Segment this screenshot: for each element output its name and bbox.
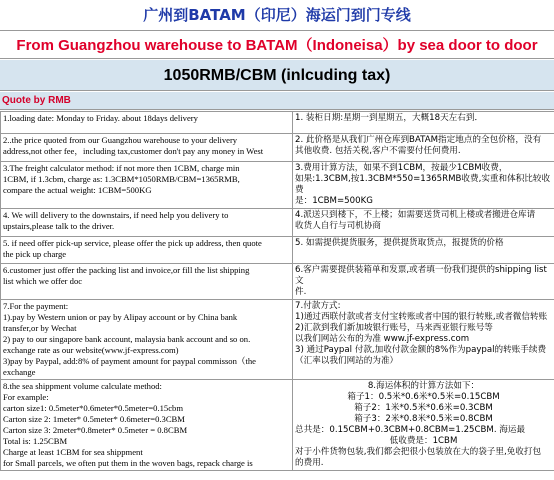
term-english	[1, 162, 293, 209]
text-line: 3.费用计算方法，如果不到1CBM，按最少1CBM收费，	[295, 163, 508, 173]
text-line: 箱子2：1米*0.5米*0.6米=0.3CBM	[354, 403, 493, 413]
text-line: compare the actual weight: 1CBM=500KG	[3, 185, 152, 195]
text-line: 2)汇款到我们新加坡银行账号，马来西亚银行账号等	[295, 323, 493, 333]
term-chinese	[293, 134, 554, 162]
text-line: 箱子1：0.5米*0.6米*0.5米=0.15CBM	[347, 392, 500, 402]
text-line: 8.海运体积的计算方法如下：	[367, 381, 480, 391]
terms-table	[0, 111, 554, 471]
text-line: 3) 通过Paypal 付款,加收付款金额的8%作为paypal的转账手续费	[295, 345, 547, 355]
text-line: 以我们网站公布的为准 www.jf-express.com	[295, 334, 470, 344]
text-line: address,not other fee，including tax,customer don't pay any money in West	[3, 146, 264, 156]
text-line: 7.付款方式:	[295, 301, 341, 311]
text-line: Charge at least 1CBM for sea shippment	[3, 447, 143, 457]
text-line: 2) pay to our singapore bank account, malaysia bank account and so on.	[3, 334, 251, 344]
text-line: 收货人自行与司机协商	[295, 221, 381, 231]
price-banner: 1050RMB/CBM (inlcuding tax)	[0, 60, 554, 91]
text-line: 7.For the payment:	[3, 301, 69, 311]
term-chinese	[293, 300, 554, 380]
text-line: exchange	[3, 367, 36, 377]
text-line: 1)通过西联付款或者支付宝转账或者中国的银行转账,或者微信转账	[295, 312, 548, 322]
text-line: transfer,or by Wechat	[3, 323, 77, 333]
table-row	[1, 209, 554, 237]
text-line: 如果:1.3CBM,按1.3CBM*550=1365RMB收费,实重和体积比较收费	[295, 174, 551, 195]
term-chinese	[293, 209, 554, 237]
text-line: Total is: 1.25CBM	[3, 436, 68, 446]
table-row	[1, 112, 554, 134]
quote-label: Quote by RMB	[0, 92, 554, 110]
text-line: list which we offer doc	[3, 276, 83, 286]
text-line: 4.派送只到楼下，不上楼；如需要送货司机上楼或者搬进仓库请	[295, 210, 536, 220]
table-row	[1, 237, 554, 264]
term-chinese	[293, 237, 554, 264]
text-line: 6.customer just offer the packing list and invoice,or fill the list shipping	[3, 265, 250, 275]
text-line: 1).pay by Western union or pay by Alipay account or by China bank	[3, 312, 238, 322]
term-chinese	[293, 112, 554, 134]
text-line: Carton size 2: 1meter* 0.5meter* 0.6meter=0.3CBM	[3, 414, 185, 424]
table-row	[1, 300, 554, 380]
term-english	[1, 112, 293, 134]
text-line: 的费用.	[295, 458, 324, 468]
term-english	[1, 380, 293, 471]
text-line: 其他收费. 包括关税,客户不需要付任何费用.	[295, 146, 461, 156]
table-row	[1, 134, 554, 162]
term-english	[1, 264, 293, 300]
text-line: 3.The freight calculator method: if not more then 1CBM, charge min	[3, 163, 240, 173]
text-line: 1CBM, if 1.3cbm, charge as: 1.3CBM*1050RMB/CBM=1365RMB,	[3, 174, 240, 184]
text-line: the pick up charge	[3, 249, 67, 259]
table-row	[1, 264, 554, 300]
term-chinese	[293, 264, 554, 300]
text-line: 对于小件货物包装,我们都会把很小包装放在大的袋子里,免收打包	[295, 447, 542, 457]
text-line: 8.the sea shippment volume calculate method:	[3, 381, 162, 391]
text-line: （汇率以我们网站的为准）	[295, 356, 399, 366]
text-line: for Small parcels, we often put them in the woven bags, repack charge is	[3, 458, 253, 468]
term-english	[1, 300, 293, 380]
title-english: From Guangzhou warehouse to BATAM（Indoneisa）by sea door to door	[0, 30, 554, 59]
text-line: 1.loading date: Monday to Friday. about 18days delivery	[3, 113, 198, 123]
text-line: 1. 装柜日期:星期一到星期五，大概18天左右到．	[295, 113, 484, 123]
text-line: 总共是：0.15CBM+0.3CBM+0.8CBM=1.25CBM. 海运最	[295, 425, 526, 435]
text-line: exchange rate as our website(www.jf-express.com)	[3, 345, 179, 355]
term-chinese	[293, 162, 554, 209]
table-row	[1, 380, 554, 471]
text-line: 4. We will delivery to the downstairs, if need help you delivery to	[3, 210, 229, 220]
text-line: 件.	[295, 287, 307, 297]
text-line: 2..the price quoted from our Guangzhou warehouse to your delivery	[3, 135, 238, 145]
text-line: carton size1: 0.5meter*0.6meter*0.5meter=0.15cbm	[3, 403, 184, 413]
term-english	[1, 209, 293, 237]
text-line: 是：1CBM=500KG	[295, 196, 373, 206]
term-english	[1, 237, 293, 264]
text-line: 低收费是：1CBM	[389, 436, 458, 446]
term-english	[1, 134, 293, 162]
text-line: Carton size 3: 2meter*0.8meter* 0.5meter = 0.8CBM	[3, 425, 188, 435]
text-line: 2. 此价格是从我们广州仓库到BATAM指定地点的全包价格，没有	[295, 135, 542, 145]
title-chinese: 广州到BATAM（印尼）海运门到门专线	[143, 6, 411, 24]
text-line: 6.客户需要提供装箱单和发票,或者填一份我们提供的shipping list文	[295, 265, 547, 286]
text-line: upstairs,please talk to the driver.	[3, 221, 115, 231]
term-chinese	[293, 380, 554, 471]
table-row	[1, 162, 554, 209]
text-line: 5. 如需提供提货服务，提供提货取货点，报提货的价格	[295, 238, 504, 248]
text-line: 3)pay by Paypal, add:8% of payment amount for paypal commisson（the	[3, 356, 256, 366]
text-line: 5. if need offer pick-up service, please offer the pick up address, then quote	[3, 238, 262, 248]
text-line: 箱子3：2米*0.8米*0.5米=0.8CBM	[354, 414, 493, 424]
text-line: For example:	[3, 392, 49, 402]
